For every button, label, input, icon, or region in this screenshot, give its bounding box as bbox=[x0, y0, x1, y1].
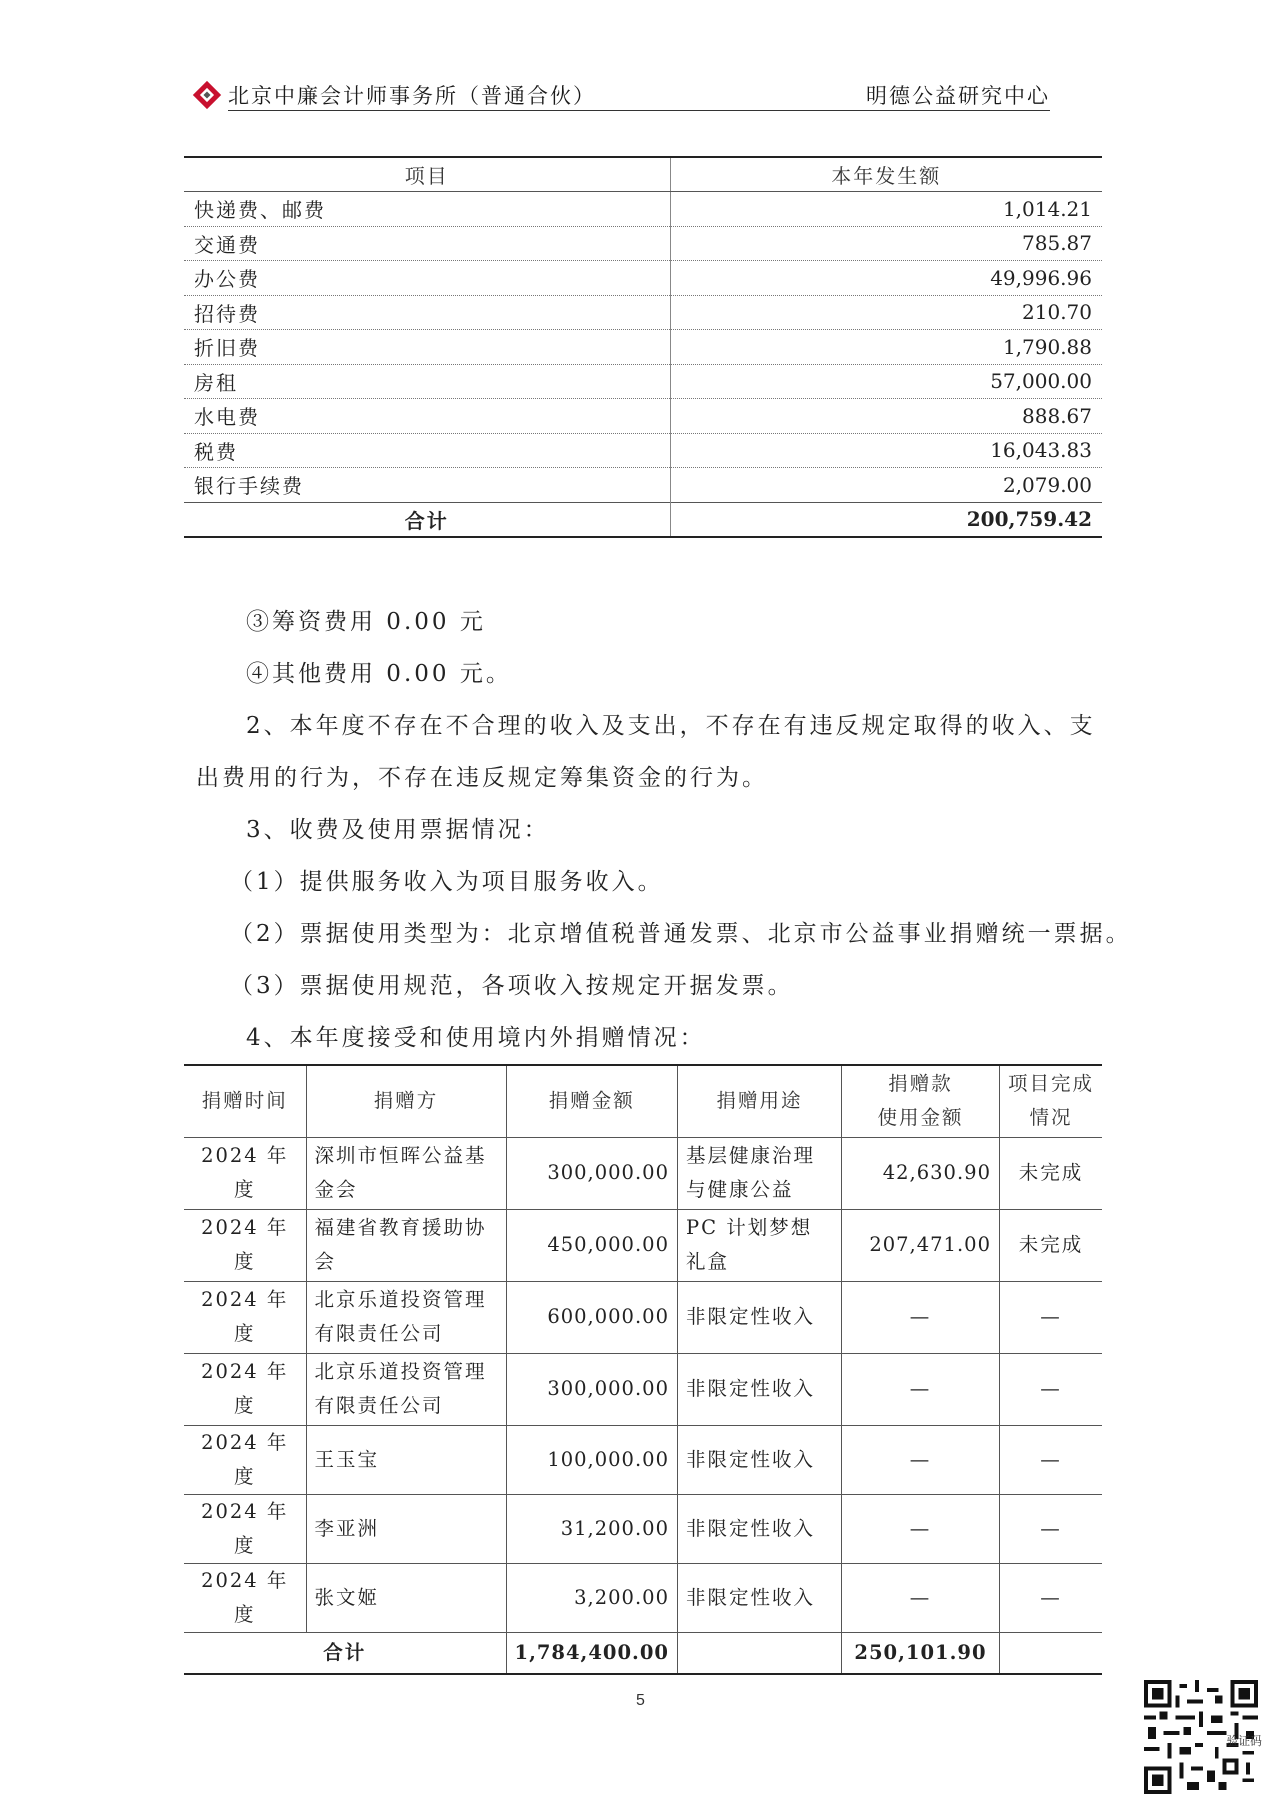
total-status-empty bbox=[999, 1632, 1102, 1674]
paragraph-item-2-line-1: 2、本年度不存在不合理的收入及支出，不存在有违反规定取得的收入、支 bbox=[246, 713, 1096, 739]
total-row bbox=[184, 502, 1102, 537]
used-amount: 207,471.00 bbox=[841, 1209, 999, 1281]
total-label: 合计 bbox=[184, 1632, 506, 1674]
expense-amount: 49,996.96 bbox=[670, 261, 1102, 296]
completion-status: 未完成 bbox=[999, 1137, 1102, 1209]
donation-purpose: 非限定性收入 bbox=[677, 1494, 841, 1563]
total-amount: 1,784,400.00 bbox=[506, 1632, 677, 1674]
column-header-donor: 捐赠方 bbox=[306, 1065, 506, 1137]
donor-name: 王玉宝 bbox=[306, 1425, 506, 1494]
table-row bbox=[184, 433, 1102, 468]
donation-time: 2024 年度 bbox=[184, 1563, 306, 1632]
donation-time: 2024 年度 bbox=[184, 1281, 306, 1353]
donation-time: 2024 年度 bbox=[184, 1425, 306, 1494]
expense-item: 银行手续费 bbox=[184, 468, 670, 503]
qr-code-icon bbox=[1144, 1680, 1262, 1794]
paragraph-item-3: 3、收费及使用票据情况： bbox=[246, 817, 550, 843]
paragraph-other-cost: ④其他费用 0.00 元。 bbox=[246, 661, 512, 687]
firm-logo-icon bbox=[190, 78, 224, 112]
paragraph-item-2-line-2: 出费用的行为，不存在违反规定筹集资金的行为。 bbox=[196, 765, 768, 791]
expense-amount: 57,000.00 bbox=[670, 364, 1102, 399]
donation-amount: 300,000.00 bbox=[506, 1137, 677, 1209]
table-row bbox=[184, 1281, 1102, 1353]
donation-amount: 450,000.00 bbox=[506, 1209, 677, 1281]
expense-amount: 888.67 bbox=[670, 399, 1102, 434]
donation-purpose: 非限定性收入 bbox=[677, 1281, 841, 1353]
expense-item: 房租 bbox=[184, 364, 670, 399]
donation-amount: 3,200.00 bbox=[506, 1563, 677, 1632]
table-row bbox=[184, 1353, 1102, 1425]
used-amount: — bbox=[841, 1281, 999, 1353]
donation-table bbox=[184, 1064, 1102, 1675]
total-used-amount: 250,101.90 bbox=[841, 1632, 999, 1674]
completion-status: 未完成 bbox=[999, 1209, 1102, 1281]
table-row bbox=[184, 192, 1102, 227]
used-amount: — bbox=[841, 1494, 999, 1563]
table-row bbox=[184, 295, 1102, 330]
donation-purpose: 非限定性收入 bbox=[677, 1353, 841, 1425]
used-amount: — bbox=[841, 1425, 999, 1494]
donation-amount: 31,200.00 bbox=[506, 1494, 677, 1563]
donation-purpose: PC 计划梦想礼盒 bbox=[677, 1209, 841, 1281]
page-number: 5 bbox=[636, 1692, 645, 1709]
total-purpose-empty bbox=[677, 1632, 841, 1674]
table-row bbox=[184, 226, 1102, 261]
table-row bbox=[184, 399, 1102, 434]
used-amount: 42,630.90 bbox=[841, 1137, 999, 1209]
table-row bbox=[184, 1494, 1102, 1563]
firm-name: 北京中廉会计师事务所（普通合伙） bbox=[228, 84, 596, 108]
completion-status: — bbox=[999, 1425, 1102, 1494]
donor-name: 张文姬 bbox=[306, 1563, 506, 1632]
donation-purpose: 非限定性收入 bbox=[677, 1563, 841, 1632]
header-divider bbox=[228, 110, 1050, 111]
expense-item: 水电费 bbox=[184, 399, 670, 434]
total-amount: 200,759.42 bbox=[670, 502, 1102, 537]
column-header-status: 项目完成 情况 bbox=[999, 1065, 1102, 1137]
expense-item: 办公费 bbox=[184, 261, 670, 296]
expense-amount: 1,014.21 bbox=[670, 192, 1102, 227]
used-amount: — bbox=[841, 1353, 999, 1425]
paragraph-item-3-2: （2）票据使用类型为：北京增值税普通发票、北京市公益事业捐赠统一票据。 bbox=[230, 921, 1132, 947]
donation-time: 2024 年度 bbox=[184, 1494, 306, 1563]
total-label: 合计 bbox=[184, 502, 670, 537]
column-header-amount: 本年发生额 bbox=[670, 157, 1102, 192]
expense-amount: 1,790.88 bbox=[670, 330, 1102, 365]
page-header bbox=[190, 76, 1050, 112]
expense-table bbox=[184, 156, 1102, 538]
donation-purpose: 非限定性收入 bbox=[677, 1425, 841, 1494]
expense-item: 税费 bbox=[184, 433, 670, 468]
column-header-amount: 捐赠金额 bbox=[506, 1065, 677, 1137]
qr-code-label: 验证码 bbox=[1226, 1733, 1262, 1748]
donor-name: 北京乐道投资管理有限责任公司 bbox=[306, 1353, 506, 1425]
donation-time: 2024 年度 bbox=[184, 1137, 306, 1209]
expense-item: 快递费、邮费 bbox=[184, 192, 670, 227]
paragraph-item-3-1: （1）提供服务收入为项目服务收入。 bbox=[230, 869, 664, 895]
column-header-used: 捐赠款 使用金额 bbox=[841, 1065, 999, 1137]
table-row bbox=[184, 1563, 1102, 1632]
completion-status: — bbox=[999, 1353, 1102, 1425]
paragraph-financing-cost: ③筹资费用 0.00 元 bbox=[246, 609, 486, 635]
total-row bbox=[184, 1632, 1102, 1674]
completion-status: — bbox=[999, 1281, 1102, 1353]
donor-name: 北京乐道投资管理有限责任公司 bbox=[306, 1281, 506, 1353]
column-header-purpose: 捐赠用途 bbox=[677, 1065, 841, 1137]
donation-time: 2024 年度 bbox=[184, 1209, 306, 1281]
completion-status: — bbox=[999, 1563, 1102, 1632]
used-amount: — bbox=[841, 1563, 999, 1632]
column-header-time: 捐赠时间 bbox=[184, 1065, 306, 1137]
table-row bbox=[184, 330, 1102, 365]
expense-amount: 2,079.00 bbox=[670, 468, 1102, 503]
expense-item: 交通费 bbox=[184, 226, 670, 261]
donor-name: 深圳市恒晖公益基金会 bbox=[306, 1137, 506, 1209]
completion-status: — bbox=[999, 1494, 1102, 1563]
paragraph-item-4: 4、本年度接受和使用境内外捐赠情况： bbox=[246, 1025, 706, 1051]
donation-amount: 600,000.00 bbox=[506, 1281, 677, 1353]
donation-amount: 100,000.00 bbox=[506, 1425, 677, 1494]
donor-name: 李亚洲 bbox=[306, 1494, 506, 1563]
expense-table-header bbox=[184, 157, 1102, 192]
table-row bbox=[184, 261, 1102, 296]
column-header-item: 项目 bbox=[184, 157, 670, 192]
table-row bbox=[184, 468, 1102, 503]
table-row bbox=[184, 1209, 1102, 1281]
donation-purpose: 基层健康治理与健康公益 bbox=[677, 1137, 841, 1209]
donation-time: 2024 年度 bbox=[184, 1353, 306, 1425]
table-row bbox=[184, 1137, 1102, 1209]
table-row bbox=[184, 1425, 1102, 1494]
expense-item: 招待费 bbox=[184, 295, 670, 330]
paragraph-item-3-3: （3）票据使用规范，各项收入按规定开据发票。 bbox=[230, 973, 794, 999]
donor-name: 福建省教育援助协会 bbox=[306, 1209, 506, 1281]
expense-amount: 210.70 bbox=[670, 295, 1102, 330]
expense-item: 折旧费 bbox=[184, 330, 670, 365]
expense-amount: 16,043.83 bbox=[670, 433, 1102, 468]
donation-table-header bbox=[184, 1065, 1102, 1137]
organization-name: 明德公益研究中心 bbox=[866, 84, 1050, 108]
expense-amount: 785.87 bbox=[670, 226, 1102, 261]
donation-amount: 300,000.00 bbox=[506, 1353, 677, 1425]
table-row bbox=[184, 364, 1102, 399]
